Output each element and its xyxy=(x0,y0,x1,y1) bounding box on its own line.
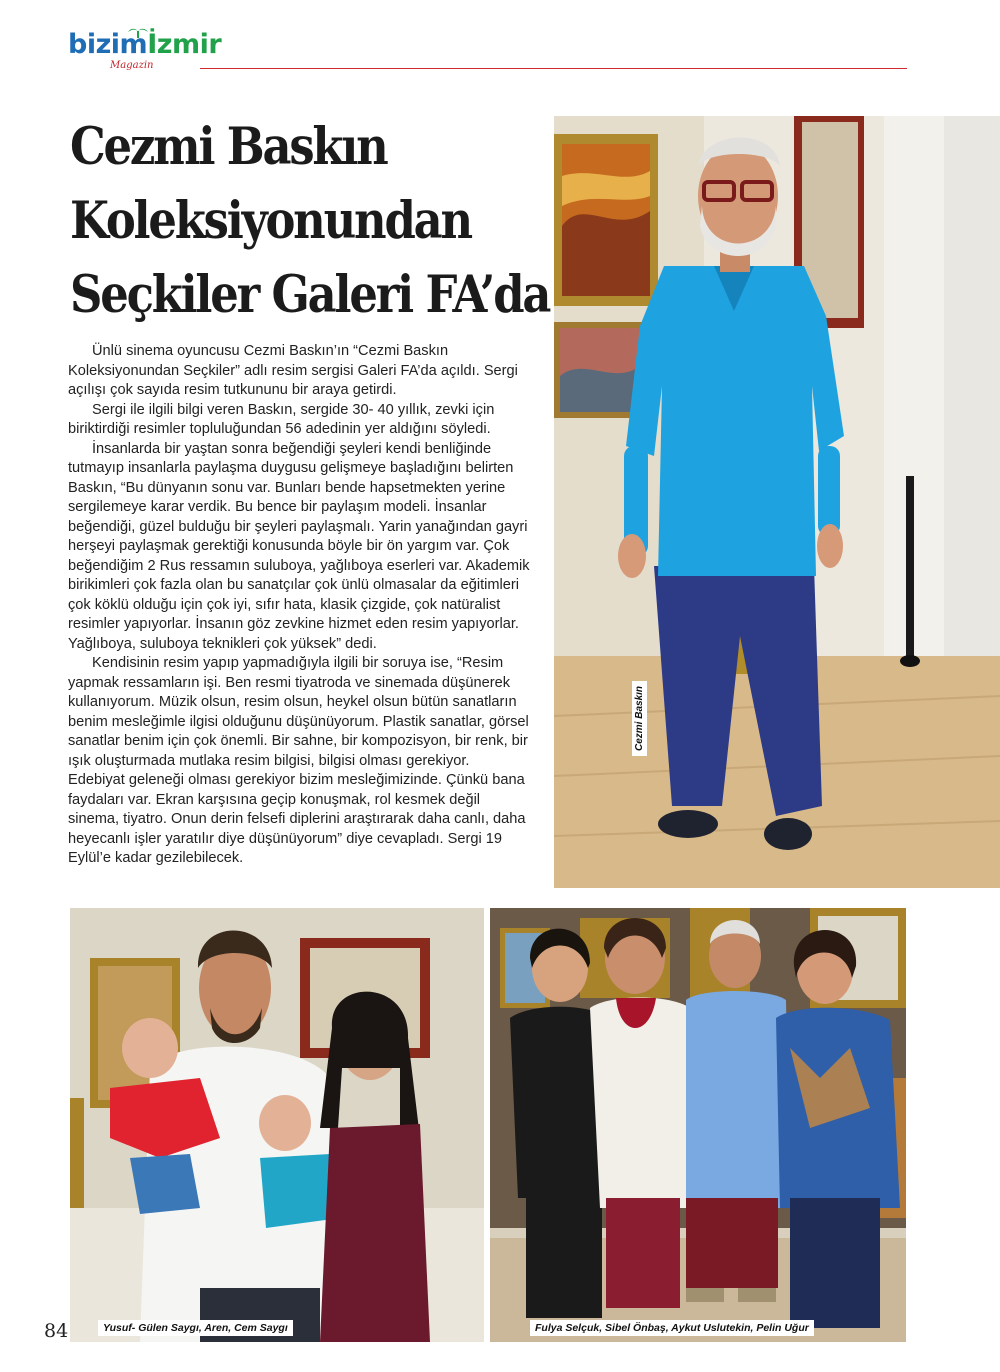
article-body xyxy=(68,342,530,869)
main-photo xyxy=(554,116,1000,888)
family-photo-caption: Yusuf- Gülen Saygı, Aren, Cem Saygı xyxy=(98,1320,293,1336)
magazine-logo xyxy=(68,29,222,71)
family-photo xyxy=(70,908,484,1342)
article-paragraph: Ünlü sinema oyuncusu Cezmi Baskın’ın “Cezmi Baskın Koleksiyonundan Seçkiler” adlı resim sergisi Galeri FA’da açıldı. Sergi açılışı çok sayıda resim tutkununu bir araya getirdi. xyxy=(68,343,518,398)
group-photo-illustration xyxy=(490,908,906,1342)
title-line-2: Koleksiyonundan xyxy=(70,191,471,251)
family-photo-illustration xyxy=(70,908,484,1342)
logo-text-bizim: bizim xyxy=(68,29,148,60)
article-paragraph: İnsanlarda bir yaştan sonra beğendiği şeyleri kendi benliğinde tutmayıp insanlarla paylaşma duygusu gelişmeye başladığını belirten Baskın, “Bu dünyanın sonu var. Bunları bende hapsetmekten yerine sergilemeye karar verdik. Bu bence bir paylaşım modeli. İnsanlar beğendiği, güzel bulduğu bir şeyleri paylaşmalı. Yarin yanağından gayri herşeyi paylaşmak gerektiği konusunda böyle bir ön yargım var. Çok beğendiğim 2 Rus ressamın suluboya, yağlıboya eserleri var. Akademik birikimleri çok fazla olan bu sanatçılar çok ünlü olmasalar da eğitimleri çok köklü olduğu için çok iyi, sıfır hata, klasik çizgide, çok natüralist resimler yapıyorlar. İnsanın göz zevkine hizmet eden resim yapıyorlar. Yağlıboya, suluboya teknikleri çok yüksek” dedi. xyxy=(68,440,530,652)
title-line-1: Cezmi Baskın xyxy=(70,117,387,177)
header-rule xyxy=(200,68,907,69)
article-title xyxy=(70,110,550,332)
logo-subtitle: Magazin xyxy=(110,60,154,71)
article-paragraph: Kendisinin resim yapıp yapmadığıyla ilgili bir soruya ise, “Resim yapmak ressamların işi. Ben resmi tiyatroda ve sinemada düşünerek kullanıyorum. Müzik olsun, resim olsun, heykel olsun bütün sanatların benim mesleğimle ilgisi olduğunu düşünüyorum. Plastik sanatlar, görsel sanatlar benim için çok önemli. Bir sahne, bir kompozisyon, bir renk, bir ışık oluşturmada mutlaka resim bilgisi, bilgisi olması gerekiyor. Edebiyat geleneği olması gerekiyor bizim mesleğimizinde. Çünkü bana faydaları var. Ekran karşısına geçip konuşmak, rol kesmek değil sinema, tiyatro. Onun derin felsefi diplerini araştırarak daha canlı, daha heyecanlı işler yaratılır diye düşünüyorum” diye cevapladı. Sergi 19 Eylül’e kadar gezilebilecek. xyxy=(68,655,529,866)
logo-text-izmir: İzmir xyxy=(147,29,222,60)
group-photo-caption: Fulya Selçuk, Sibel Önbaş, Aykut Uslutekin, Pelin Uğur xyxy=(530,1320,814,1336)
article-paragraph: Sergi ile ilgili bilgi veren Baskın, sergide 30- 40 yıllık, zevki için biriktirdiği resimler topluluğundan 56 adedinin yer aldığını söyledi. xyxy=(68,401,495,437)
title-line-3: Seçkiler Galeri FA’da xyxy=(70,265,550,325)
main-photo-illustration xyxy=(554,116,1000,888)
main-photo-caption: Cezmi Baskın xyxy=(632,681,647,756)
group-photo xyxy=(490,908,906,1342)
page-number: 84 xyxy=(44,1320,69,1342)
palm-tree-icon xyxy=(126,26,150,38)
